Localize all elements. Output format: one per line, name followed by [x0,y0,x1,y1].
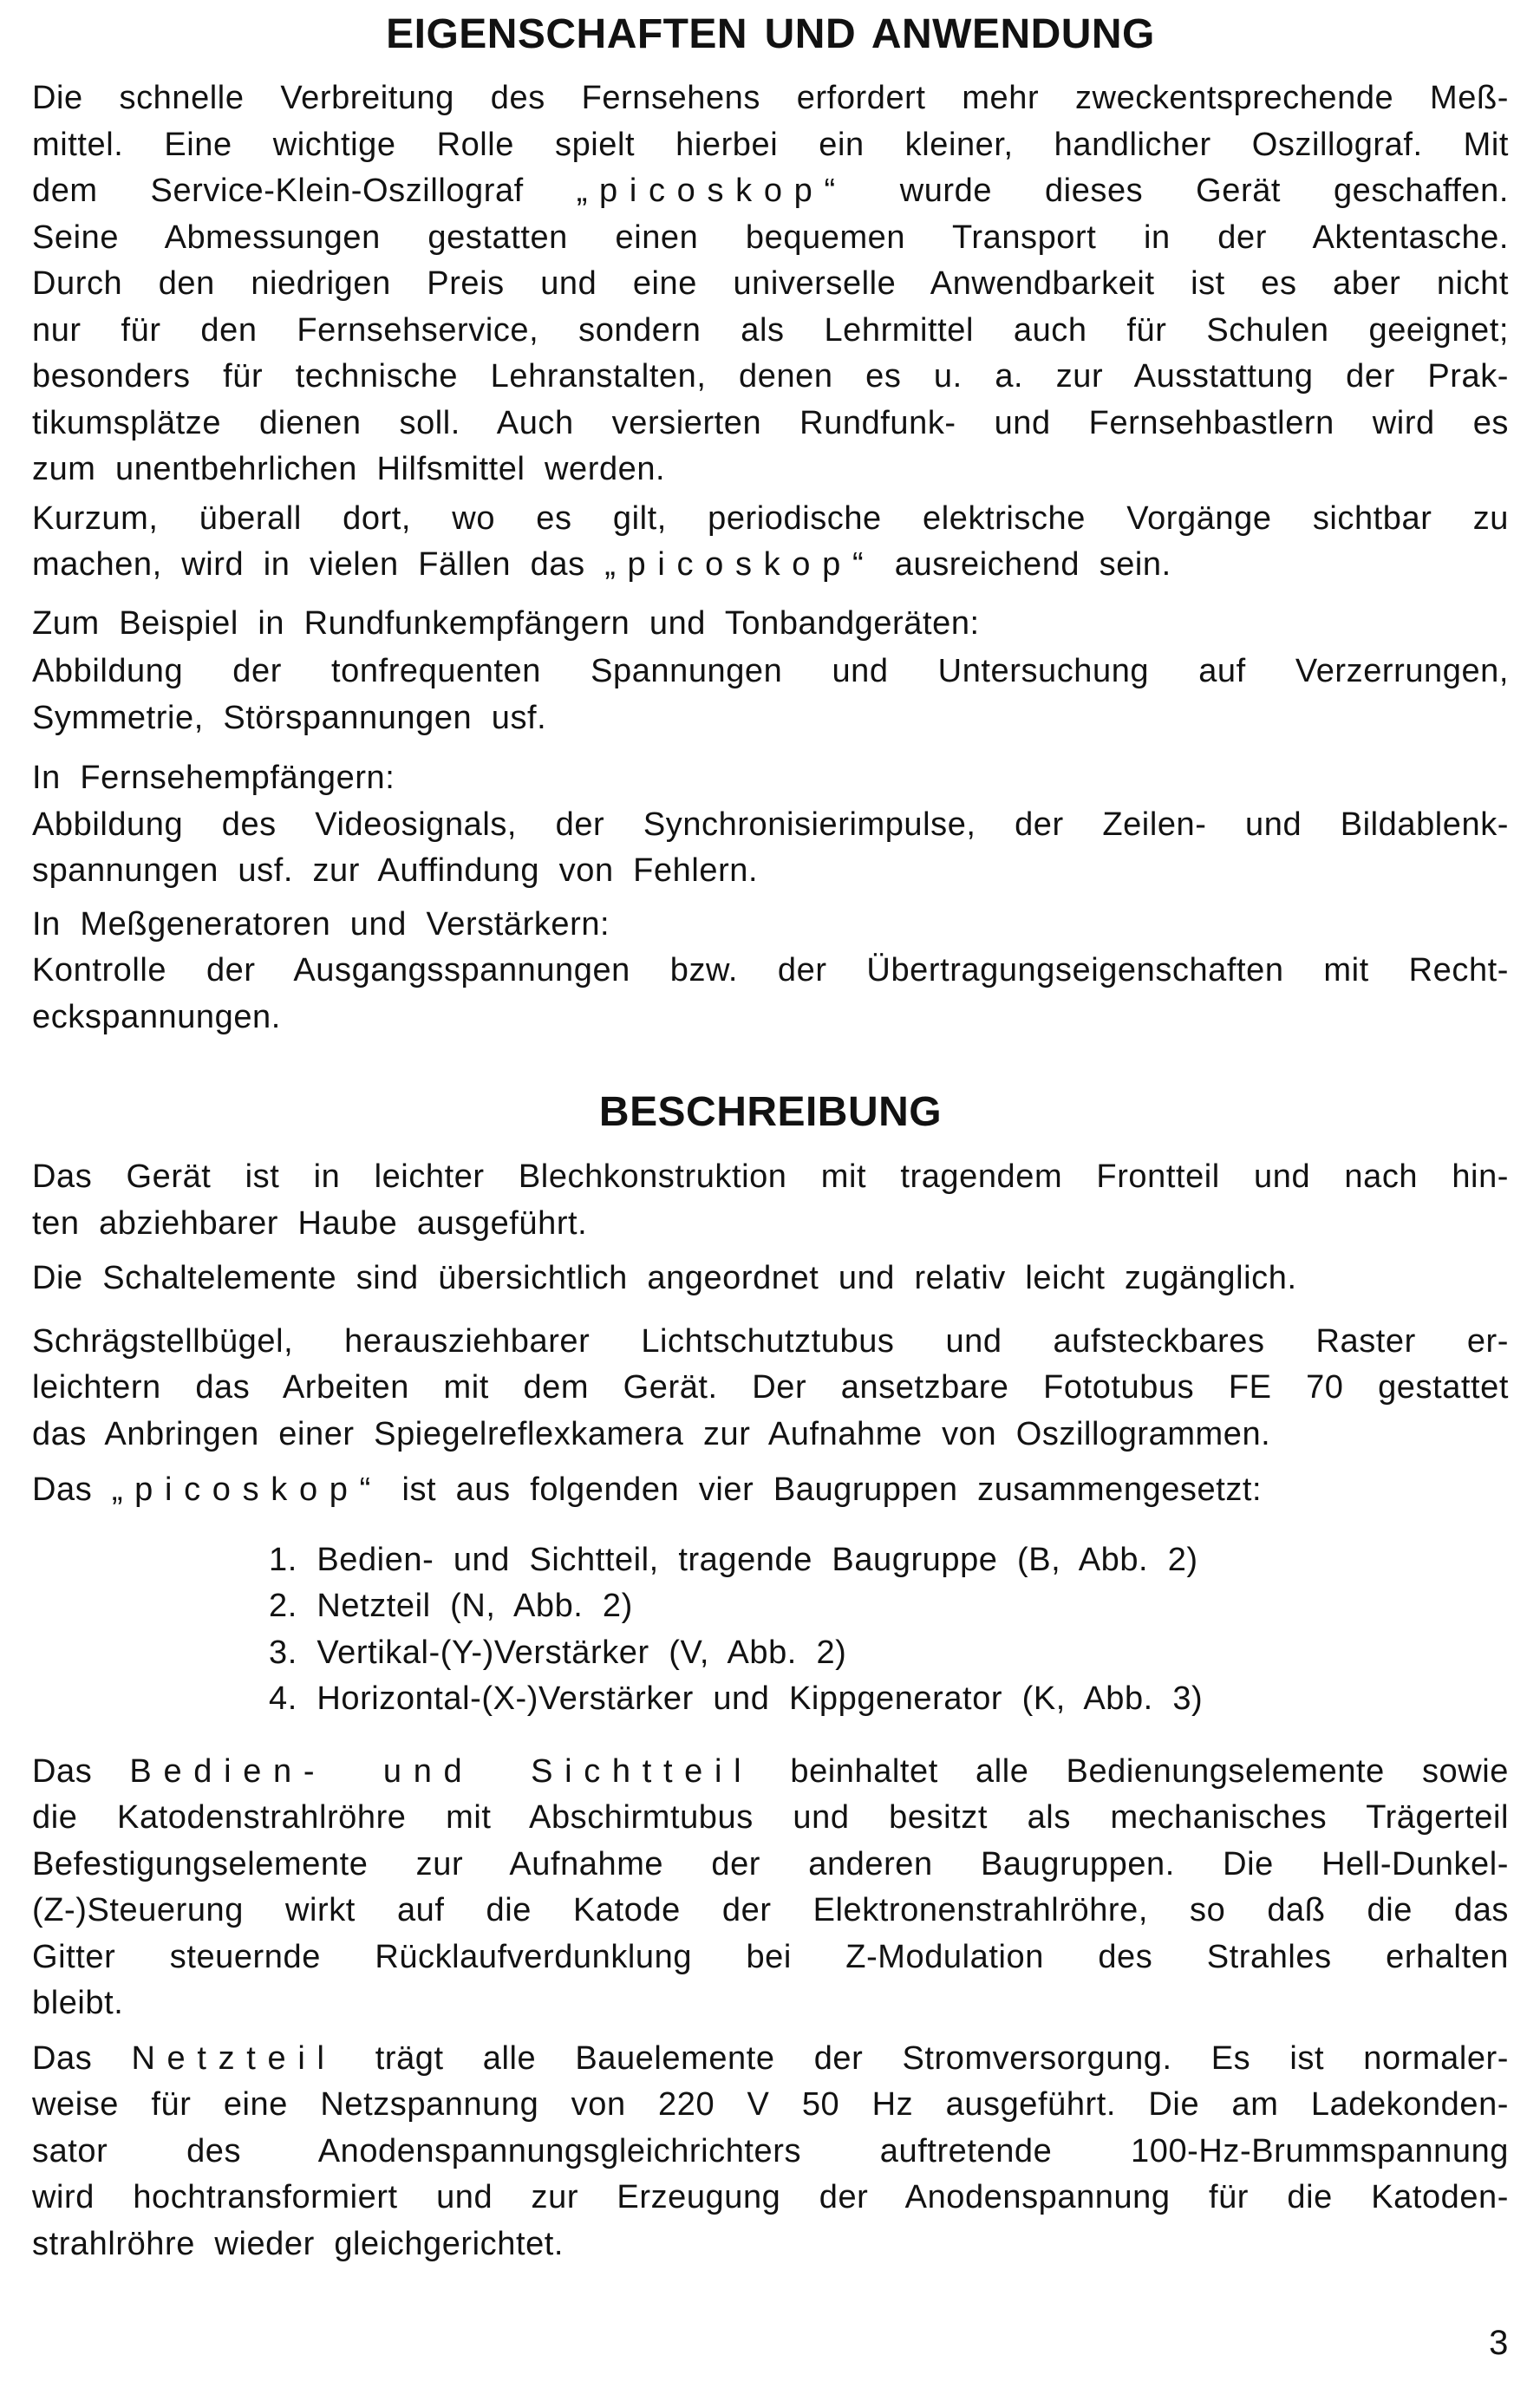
text-line: wird hochtransformiert und zur Erzeugung der Anodenspannung für die Katoden- [32,2179,1509,2215]
heading-eigenschaften-und-anwendung: EIGENSCHAFTEN UND ANWENDUNG [386,11,1155,57]
text-line: strahlröhre wieder gleichgerichtet. [32,2225,564,2262]
paragraph-baugruppen-intro [32,1467,1509,1514]
text-segment: ausreichend sein. [875,546,1171,583]
text-segment: Das [32,1752,130,1790]
text-line: nur für den Fernsehservice, sondern als Lehrmittel auch für Schulen geeignet; [32,311,1509,349]
text-segment-spaced: Bedien- und Sichtteil [129,1752,754,1790]
text-segment: dem Service-Klein-Oszillograf [32,173,577,209]
text-line: das Anbringen einer Spiegelreflexkamera zur Aufnahme von Oszillogrammen. [32,1415,1271,1452]
text-line: Gitter steuernde Rücklaufverdunklung bei Z-Modulation des Strahles erhalten [32,1938,1509,1975]
paragraph-netzteil [32,2036,1509,2268]
text-line: Schrägstellbügel, herausziehbarer Lichtschutztubus und aufsteckbares Raster er- [32,1322,1509,1360]
text-line [32,1467,1509,1514]
text-segment-spaced: Netzteil [131,2039,336,2077]
text-line: bleibt. [32,1985,124,2021]
text-line: besonders für technische Lehranstalten, denen es u. a. zur Ausstattung der Prak- [32,358,1509,395]
text-line: ten abziehbarer Haube ausgeführt. [32,1204,588,1242]
text-line: spannungen usf. zur Auffindung von Fehlern. [32,852,759,889]
text-line: Abbildung der tonfrequenten Spannungen und Untersuchung auf Verzerrungen, [32,653,1509,689]
text-line: leichtern das Arbeiten mit dem Gerät. Der ansetzbare Fototubus FE 70 gestattet [32,1369,1509,1406]
paragraph-schraegstellbuegel [32,1319,1509,1458]
text-line: Das Gerät ist in leichter Blechkonstruktion mit tragendem Frontteil und nach hin- [32,1158,1509,1195]
heading-beschreibung: BESCHREIBUNG [598,1089,943,1135]
paragraph-kontrolle-ausgangsspannungen [32,948,1509,1041]
text-segment-spaced: „picoskop“ [111,1471,382,1508]
text-line: In Fernsehempfängern: [32,760,395,796]
text-line: Kurzum, überall dort, wo es gilt, periodische elektrische Vorgänge sichtbar zu [32,499,1509,537]
paragraph-bedien-sichtteil [32,1749,1509,2027]
text-segment: trägt alle Bauelemente der Stromversorgung. Es ist normaler- [336,2039,1509,2077]
list-item: 1. Bedien- und Sichtteil, tragende Baugruppe (B, Abb. 2) [269,1541,1198,1578]
text-segment: ist aus folgenden vier Baugruppen zusammengesetzt: [382,1471,1263,1508]
text-line: Symmetrie, Störspannungen usf. [32,699,547,736]
paragraph-kurzum [32,496,1509,589]
text-line: (Z-)Steuerung wirkt auf die Katode der Elektronenstrahlröhre, so daß die das [32,1892,1509,1928]
text-line: Zum Beispiel in Rundfunkempfängern und Tonbandgeräten: [32,604,980,642]
paragraph-messgeneratoren-titel [32,902,1509,949]
text-line: In Meßgeneratoren und Verstärkern: [32,905,610,943]
text-line: zum unentbehrlichen Hilfsmittel werden. [32,451,666,487]
text-segment: machen, wird in vielen Fällen das [32,546,605,583]
text-segment: Das [32,1471,112,1508]
paragraph-videosignal [32,802,1509,895]
text-segment-spaced: „picoskop“ [604,546,876,583]
paragraph-beispiel-rundfunk [32,601,1509,648]
text-line: die Katodenstrahlröhre mit Abschirmtubus und besitzt als mechanisches Trägerteil [32,1799,1509,1836]
text-segment-spaced: „picoskop“ [576,173,847,209]
text-line: Die Schaltelemente sind übersichtlich angeordnet und relativ leicht zugänglich. [32,1260,1297,1296]
text-line [32,1749,1509,1796]
text-line: weise für eine Netzspannung von 220 V 50 Hz ausgeführt. Die am Ladekonden- [32,2086,1509,2123]
paragraph-tonfrequente-spannungen [32,649,1509,741]
list-item: 4. Horizontal-(X-)Verstärker und Kippgenerator (K, Abb. 3) [269,1680,1204,1717]
text-line [32,542,1509,589]
text-line: Seine Abmessungen gestatten einen bequemen Transport in der Aktentasche. [32,219,1509,256]
list-item: 2. Netzteil (N, Abb. 2) [269,1588,633,1624]
component-list [269,1537,1509,1723]
paragraph-fernsehempfaenger-titel [32,755,1509,802]
text-line: sator des Anodenspannungsgleichrichters auftretende 100-Hz-Brummspannung [32,2132,1509,2169]
text-line: tikumsplätze dienen soll. Auch versierten Rundfunk- und Fernsehbastlern wird es [32,404,1509,441]
text-segment: wurde dieses Gerät geschaffen. [846,173,1510,209]
text-line [32,168,1509,215]
text-line: Abbildung des Videosignals, der Synchronisierimpulse, der Zeilen- und Bildablenk- [32,806,1509,843]
text-line: Befestigungselemente zur Aufnahme der anderen Baugruppen. Die Hell-Dunkel- [32,1845,1509,1882]
text-line: Die schnelle Verbreitung des Fernsehens erfordert mehr zweckentsprechende Meß- [32,80,1509,116]
paragraph-intro [32,75,1509,493]
list-item: 3. Vertikal-(Y-)Verstärker (V, Abb. 2) [269,1634,847,1671]
text-segment: Das [32,2039,132,2077]
paragraph-blechkonstruktion [32,1154,1509,1247]
paragraph-schaltelemente [32,1256,1509,1302]
text-line [32,2036,1509,2083]
text-line: eckspannungen. [32,998,281,1035]
page-number: 3 [1489,2324,1509,2362]
text-line: Durch den niedrigen Preis und eine universelle Anwendbarkeit ist es aber nicht [32,265,1509,302]
text-line: Kontrolle der Ausgangsspannungen bzw. der Übertragungseigenschaften mit Recht- [32,952,1509,988]
text-line: mittel. Eine wichtige Rolle spielt hierbei ein kleiner, handlicher Oszillograf. Mit [32,126,1509,163]
text-segment: beinhaltet alle Bedienungselemente sowie [753,1752,1509,1790]
